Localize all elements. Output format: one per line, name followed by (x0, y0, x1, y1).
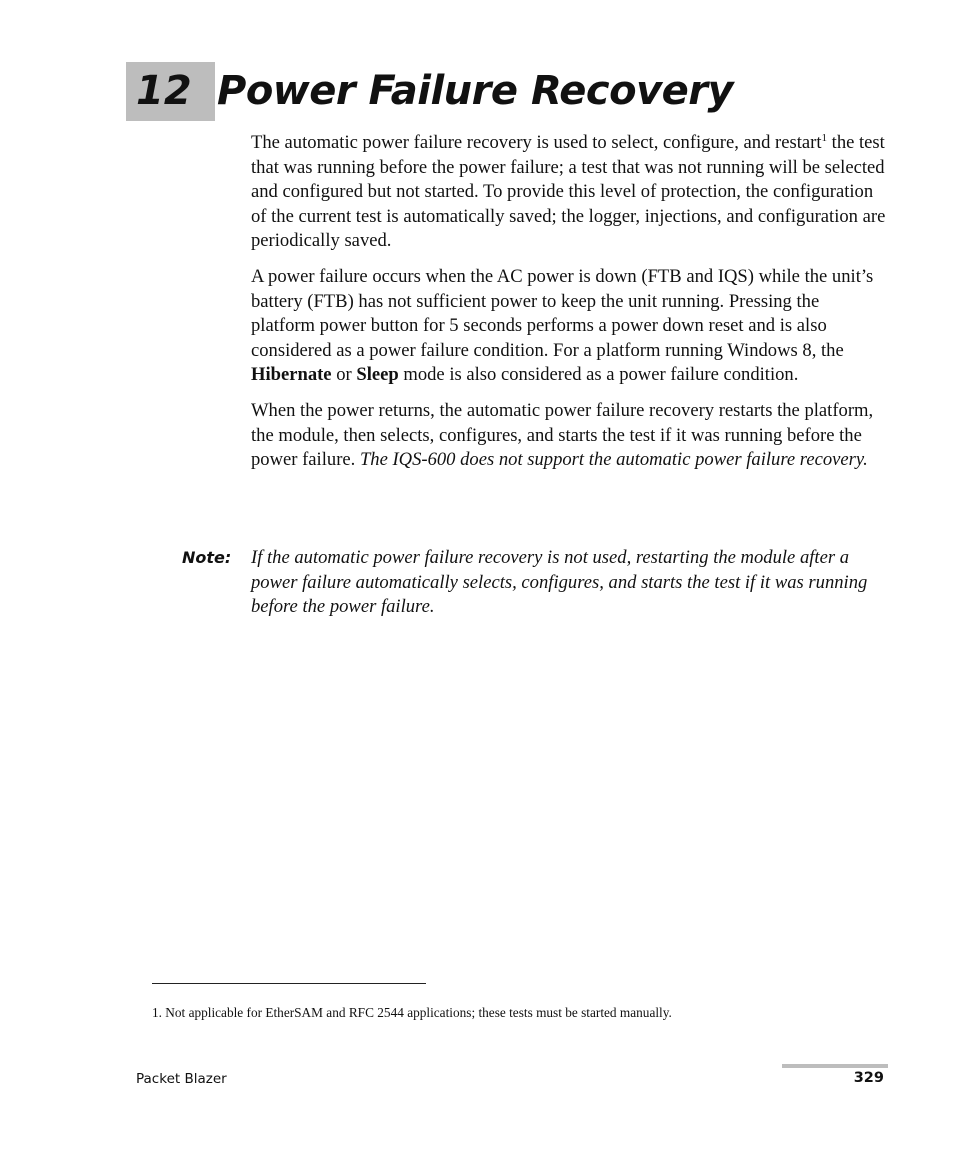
paragraph-2-text-a: A power failure occurs when the AC power is down (FTB and IQS) while the unit’s battery (FTB) has not sufficient power to keep the unit running. Pressing the platform power button for 5 seconds performs a power down reset and is also considered as a power failure condition. For a platform running Windows 8, the (251, 265, 874, 361)
page-number: 329 (853, 1070, 884, 1086)
paragraph-3-italic: The IQS-600 does not support the automatic power failure recovery. (359, 449, 868, 471)
footer-rule (782, 1064, 888, 1068)
footnote-text: 1. Not applicable for EtherSAM and RFC 2544 applications; these tests must be started manually. (152, 1005, 672, 1020)
sleep-term: Sleep (356, 364, 399, 386)
note-label: Note: (182, 548, 232, 567)
body-text (251, 131, 887, 484)
footnote-reference: 1 (821, 132, 827, 144)
footnote-divider (152, 983, 426, 984)
paragraph-3 (251, 399, 887, 473)
hibernate-term: Hibernate (251, 364, 332, 386)
paragraph-2-text-mid: or (331, 364, 357, 386)
paragraph-1 (251, 131, 887, 254)
paragraph-3-text-a: When the power returns, the automatic power failure recovery restarts the platform, the module, then selects, configures, and starts the test if it was running before the power failure. (251, 399, 874, 471)
chapter-number: 12 (136, 68, 192, 114)
paragraph-2-text-b: mode is also considered as a power failure condition. (398, 364, 799, 386)
paragraph-2 (251, 265, 887, 388)
chapter-title: Power Failure Recovery (217, 68, 734, 114)
note-text: If the automatic power failure recovery is not used, restarting the module after a power failure automatically selects, configures, and starts the test if it was running before the power failure. (251, 547, 868, 618)
paragraph-1-text-b: the test that was running before the power failure; a test that was not running will be selected and configured but not started. To provide this level of protection, the configuration of the current test is automatically saved; the logger, injections, and configuration are periodically saved. (251, 132, 886, 252)
paragraph-1-text-a: The automatic power failure recovery is used to select, configure, and restart (251, 132, 822, 153)
footer-product-name: Packet Blazer (136, 1071, 227, 1087)
